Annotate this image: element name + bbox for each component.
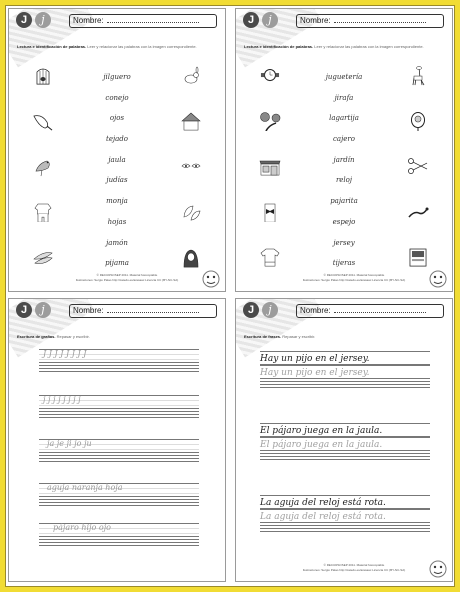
tracing-guide[interactable] bbox=[39, 483, 199, 497]
word-item: jersey bbox=[333, 238, 355, 247]
footer-credits bbox=[57, 273, 197, 282]
name-label: Nombre: bbox=[300, 16, 331, 25]
footer-url[interactable]: http://catedu.es/arasaac bbox=[112, 277, 145, 282]
footer-license: Licencia CC (BY-NC-SA) bbox=[372, 567, 406, 572]
word-item: jilguero bbox=[103, 73, 131, 81]
atm-icon bbox=[396, 247, 440, 268]
word-item: jirafa bbox=[334, 93, 354, 102]
eyes-icon bbox=[169, 156, 213, 177]
word-list bbox=[77, 67, 157, 274]
pajamas-icon bbox=[21, 202, 65, 223]
name-field[interactable] bbox=[296, 14, 444, 28]
writing-row bbox=[39, 395, 199, 418]
worksheet-word-matching-2 bbox=[235, 8, 453, 292]
garden-icon bbox=[248, 111, 292, 132]
model-sentence: Hay un pijo en el jersey. bbox=[260, 351, 430, 365]
letter-badge-lower: j bbox=[262, 12, 278, 28]
letter-badge-lower: j bbox=[35, 12, 51, 28]
trace-sentence[interactable]: La aguja del reloj está rota. bbox=[260, 509, 430, 523]
worksheet-word-matching-1 bbox=[8, 8, 226, 292]
left-image-column bbox=[21, 65, 65, 273]
letter-badge-lower: j bbox=[35, 302, 51, 318]
footer-license: Licencia CC (BY-NC-SA) bbox=[145, 277, 179, 282]
instruction-title: Lectura e identificación de palabras. bbox=[244, 44, 314, 49]
word-item: jamón bbox=[106, 238, 128, 247]
word-item: judías bbox=[106, 176, 128, 185]
word-item: espejo bbox=[332, 217, 356, 226]
tracing-guide[interactable] bbox=[39, 395, 199, 409]
footer-url[interactable]: http://catedu.es/arasaac bbox=[339, 277, 372, 282]
letter-badge-upper: J bbox=[16, 12, 32, 28]
model-sentence: La aguja del reloj está rota. bbox=[260, 495, 430, 509]
trace-text: j j j j j j j j bbox=[43, 395, 81, 404]
tracing-guide[interactable] bbox=[39, 439, 199, 453]
name-label: Nombre: bbox=[73, 306, 104, 315]
footer-credits bbox=[284, 563, 424, 572]
worksheet-sentence-writing bbox=[235, 298, 453, 582]
lizard-icon bbox=[396, 202, 440, 223]
birdcage-icon bbox=[21, 65, 65, 86]
footer-copyright: © RECURSOSEP 2011. Material fotocopiable bbox=[323, 273, 385, 277]
word-list bbox=[304, 67, 384, 274]
bowtie-icon bbox=[248, 202, 292, 223]
beans-icon bbox=[21, 247, 65, 268]
letter-badge-lower: j bbox=[262, 302, 278, 318]
word-item: tijeras bbox=[332, 259, 356, 268]
instruction-title: Escritura de frases. bbox=[244, 334, 282, 339]
writing-row bbox=[39, 439, 199, 462]
mirror-icon bbox=[396, 111, 440, 132]
giraffe-icon bbox=[396, 65, 440, 86]
watch-icon bbox=[248, 65, 292, 86]
footer-illustrator: Sergio Palao bbox=[321, 277, 339, 282]
mascot-icon bbox=[428, 559, 448, 579]
letter-badge-upper: J bbox=[243, 12, 259, 28]
word-item: jardín bbox=[333, 155, 355, 164]
instruction bbox=[244, 44, 449, 50]
trace-text: J J J J J J J J bbox=[43, 349, 87, 358]
word-item: cajero bbox=[333, 135, 355, 144]
name-label: Nombre: bbox=[73, 16, 104, 25]
name-field[interactable] bbox=[69, 14, 217, 28]
footer-illustrations-label: Ilustraciones: bbox=[302, 567, 321, 572]
word-item: lagartija bbox=[329, 114, 359, 123]
footer-url[interactable]: http://catedu.es/arasaac bbox=[339, 567, 372, 572]
mascot-icon bbox=[428, 269, 448, 289]
sentence-block bbox=[260, 423, 430, 460]
tracing-guide[interactable] bbox=[39, 523, 199, 537]
instruction-title: Escritura de grafías. bbox=[17, 334, 56, 339]
letter-badge-upper: J bbox=[243, 302, 259, 318]
word-item: jaula bbox=[108, 155, 126, 164]
footer-illustrator: Sergio Palao bbox=[321, 567, 339, 572]
footer-copyright: © RECURSOSEP 2011. Material fotocopiable bbox=[96, 273, 158, 277]
name-label: Nombre: bbox=[300, 306, 331, 315]
footer-copyright: © RECURSOSEP 2011. Material fotocopiable bbox=[323, 563, 385, 567]
word-item: conejo bbox=[105, 93, 129, 102]
instruction bbox=[17, 334, 222, 340]
footer-illustrator: Sergio Palao bbox=[94, 277, 112, 282]
instruction-text: Repasar y escribir. bbox=[56, 334, 90, 339]
sweater-icon bbox=[248, 247, 292, 268]
writing-row bbox=[39, 483, 199, 506]
goldfinch-icon bbox=[21, 156, 65, 177]
trace-text: ja je ji jo ju bbox=[47, 439, 92, 448]
writing-row bbox=[39, 523, 199, 546]
word-item: juguetería bbox=[325, 73, 363, 81]
model-sentence: El pájaro juega en la jaula. bbox=[260, 423, 430, 437]
tracing-guide[interactable] bbox=[39, 349, 199, 363]
instruction-text: Repasar y escribir. bbox=[282, 334, 316, 339]
rabbit-icon bbox=[169, 65, 213, 86]
word-item: hojas bbox=[107, 217, 127, 226]
instruction-text: Leer y relacionar las palabras con la imagen correspondiente. bbox=[87, 44, 197, 49]
letter-badge-upper: J bbox=[16, 302, 32, 318]
toyshop-icon bbox=[248, 156, 292, 177]
sentence-block bbox=[260, 351, 430, 388]
instruction bbox=[244, 334, 449, 340]
word-item: reloj bbox=[335, 176, 353, 185]
instruction-text: Leer y relacionar las palabras con la imagen correspondiente. bbox=[314, 44, 424, 49]
trace-text: pájaro hijo ojo bbox=[53, 523, 111, 532]
word-item: pajarita bbox=[330, 197, 358, 206]
word-item: tejado bbox=[106, 135, 128, 144]
mascot-icon bbox=[201, 269, 221, 289]
writing-row bbox=[39, 349, 199, 372]
name-field[interactable] bbox=[69, 304, 217, 318]
footer-credits bbox=[284, 273, 424, 282]
instruction bbox=[17, 44, 222, 50]
trace-sentence[interactable]: Hay un pijo en el jersey. bbox=[260, 365, 430, 379]
trace-text: aguja naranja hoja bbox=[47, 483, 123, 492]
word-item: monja bbox=[106, 197, 128, 206]
name-field[interactable] bbox=[296, 304, 444, 318]
trace-sentence[interactable]: El pájaro juega en la jaula. bbox=[260, 437, 430, 451]
ham-icon bbox=[21, 111, 65, 132]
worksheet-letter-writing bbox=[8, 298, 226, 582]
footer-illustrations-label: Ilustraciones: bbox=[75, 277, 94, 282]
instruction-title: Lectura e identificación de palabras. bbox=[17, 44, 87, 49]
footer-illustrations-label: Ilustraciones: bbox=[302, 277, 321, 282]
right-image-column bbox=[396, 65, 440, 273]
sentence-block bbox=[260, 495, 430, 532]
leaves-icon bbox=[169, 202, 213, 223]
nun-icon bbox=[169, 247, 213, 268]
left-image-column bbox=[248, 65, 292, 273]
footer-license: Licencia CC (BY-NC-SA) bbox=[372, 277, 406, 282]
scissors-icon bbox=[396, 156, 440, 177]
right-image-column bbox=[169, 65, 213, 273]
word-item: pijama bbox=[105, 259, 129, 268]
word-item: ojos bbox=[109, 114, 125, 123]
roof-icon bbox=[169, 111, 213, 132]
